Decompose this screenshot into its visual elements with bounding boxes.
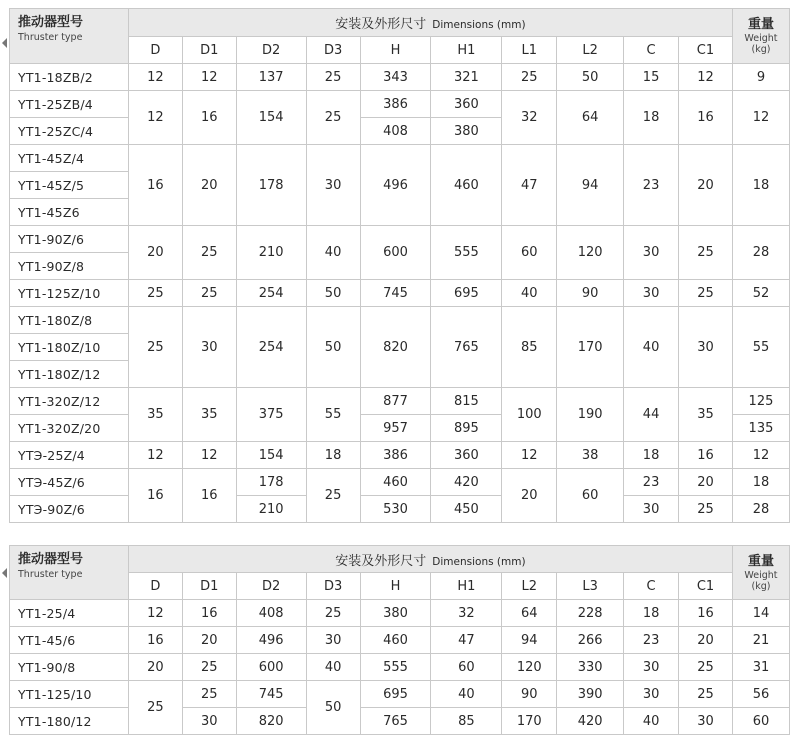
value-cell: 25	[128, 681, 182, 735]
value-cell: 460	[431, 145, 502, 226]
value-cell: 60	[502, 226, 557, 280]
value-cell: 47	[431, 627, 502, 654]
model-header-en: Thruster type	[18, 569, 83, 580]
value-cell: 12	[128, 442, 182, 469]
value-cell: 12	[679, 64, 733, 91]
table-row	[10, 280, 790, 307]
value-cell: 40	[624, 708, 679, 735]
value-cell: 745	[360, 280, 431, 307]
weight-cell: 31	[732, 654, 789, 681]
model-cell: YT1-45Z/4	[10, 145, 129, 172]
column-header: D	[128, 37, 182, 64]
value-cell: 266	[557, 627, 624, 654]
value-cell: 12	[128, 600, 182, 627]
value-cell: 386	[360, 91, 431, 118]
model-header-en: Thruster type	[18, 32, 83, 43]
value-cell: 555	[360, 654, 431, 681]
value-cell: 154	[236, 442, 306, 469]
value-cell: 55	[306, 388, 360, 442]
value-cell: 30	[624, 681, 679, 708]
value-cell: 895	[431, 415, 502, 442]
value-cell: 25	[128, 307, 182, 388]
value-cell: 12	[182, 442, 236, 469]
weight-cell: 21	[732, 627, 789, 654]
value-cell: 178	[236, 145, 306, 226]
dimensions-header-en: Dimensions (mm)	[432, 555, 526, 568]
value-cell: 25	[182, 226, 236, 280]
model-cell: YT1-90/8	[10, 654, 129, 681]
value-cell: 30	[624, 496, 679, 523]
value-cell: 60	[557, 469, 624, 523]
value-cell: 25	[679, 280, 733, 307]
weight-cell: 125	[732, 388, 789, 415]
value-cell: 23	[624, 145, 679, 226]
value-cell: 20	[679, 145, 733, 226]
value-cell: 16	[128, 145, 182, 226]
model-cell: YT1-180/12	[10, 708, 129, 735]
value-cell: 50	[306, 280, 360, 307]
value-cell: 15	[624, 64, 679, 91]
weight-header-cn: 重量	[747, 17, 774, 32]
value-cell: 16	[679, 600, 733, 627]
table-row	[10, 600, 790, 627]
value-cell: 12	[128, 91, 182, 145]
model-cell: YT1-125Z/10	[10, 280, 129, 307]
value-cell: 47	[502, 145, 557, 226]
table-row	[10, 496, 790, 523]
table-row	[10, 307, 790, 334]
model-cell: YTЭ-45Z/6	[10, 469, 129, 496]
value-cell: 343	[360, 64, 431, 91]
value-cell: 35	[679, 388, 733, 442]
value-cell: 25	[182, 681, 236, 708]
model-cell: YT1-180Z/8	[10, 307, 129, 334]
weight-header-cn: 重量	[747, 553, 774, 569]
model-cell: YT1-45/6	[10, 627, 129, 654]
table-row	[10, 469, 790, 496]
value-cell: 40	[306, 226, 360, 280]
column-header: H	[360, 573, 431, 600]
column-header: H	[360, 37, 431, 64]
value-cell: 30	[306, 145, 360, 226]
value-cell: 25	[306, 91, 360, 145]
value-cell: 496	[236, 627, 306, 654]
model-cell: YT1-320Z/20	[10, 415, 129, 442]
value-cell: 18	[624, 600, 679, 627]
value-cell: 12	[502, 442, 557, 469]
column-header: D2	[236, 573, 306, 600]
table-row	[10, 442, 790, 469]
value-cell: 30	[182, 708, 236, 735]
model-cell: YTЭ-90Z/6	[10, 496, 129, 523]
column-header: H1	[431, 37, 502, 64]
dimensions-header-en: Dimensions (mm)	[432, 19, 526, 31]
value-cell: 50	[306, 307, 360, 388]
value-cell: 496	[360, 145, 431, 226]
value-cell: 30	[624, 226, 679, 280]
value-cell: 16	[679, 442, 733, 469]
value-cell: 765	[431, 307, 502, 388]
weight-header-en: Weight	[744, 33, 778, 44]
value-cell: 600	[236, 654, 306, 681]
value-cell: 228	[557, 600, 624, 627]
weight-header-en: Weight	[744, 569, 778, 581]
value-cell: 94	[502, 627, 557, 654]
column-header: L3	[557, 573, 624, 600]
value-cell: 190	[557, 388, 624, 442]
value-cell: 695	[360, 681, 431, 708]
value-cell: 25	[306, 469, 360, 523]
value-cell: 460	[360, 469, 431, 496]
model-cell: YT1-90Z/6	[10, 226, 129, 253]
value-cell: 32	[431, 600, 502, 627]
value-cell: 40	[306, 654, 360, 681]
model-header-cn: 推动器型号	[18, 15, 84, 30]
value-cell: 120	[502, 654, 557, 681]
table-row	[10, 681, 790, 708]
value-cell: 18	[624, 442, 679, 469]
value-cell: 375	[236, 388, 306, 442]
value-cell: 18	[306, 442, 360, 469]
value-cell: 25	[306, 600, 360, 627]
model-cell: YT1-180Z/12	[10, 361, 129, 388]
weight-cell: 28	[732, 496, 789, 523]
value-cell: 23	[624, 469, 679, 496]
value-cell: 40	[502, 280, 557, 307]
value-cell: 170	[502, 708, 557, 735]
column-header: D3	[306, 573, 360, 600]
value-cell: 16	[182, 91, 236, 145]
value-cell: 25	[679, 226, 733, 280]
table-row	[10, 388, 790, 415]
value-cell: 137	[236, 64, 306, 91]
value-cell: 386	[360, 442, 431, 469]
value-cell: 530	[360, 496, 431, 523]
value-cell: 60	[431, 654, 502, 681]
value-cell: 16	[128, 469, 182, 523]
value-cell: 330	[557, 654, 624, 681]
table-row	[10, 708, 790, 735]
value-cell: 25	[182, 654, 236, 681]
value-cell: 94	[557, 145, 624, 226]
value-cell: 254	[236, 307, 306, 388]
weight-header-unit: (kg)	[751, 44, 771, 55]
value-cell: 210	[236, 226, 306, 280]
model-cell: YTЭ-25Z/4	[10, 442, 129, 469]
value-cell: 32	[502, 91, 557, 145]
value-cell: 170	[557, 307, 624, 388]
value-cell: 30	[182, 307, 236, 388]
value-cell: 90	[502, 681, 557, 708]
column-header: C	[624, 37, 679, 64]
value-cell: 30	[624, 654, 679, 681]
value-cell: 35	[182, 388, 236, 442]
value-cell: 745	[236, 681, 306, 708]
value-cell: 877	[360, 388, 431, 415]
value-cell: 25	[128, 280, 182, 307]
value-cell: 18	[624, 91, 679, 145]
model-cell: YT1-45Z6	[10, 199, 129, 226]
column-header: L2	[502, 573, 557, 600]
value-cell: 600	[360, 226, 431, 280]
value-cell: 380	[431, 118, 502, 145]
weight-cell: 18	[732, 469, 789, 496]
value-cell: 408	[236, 600, 306, 627]
value-cell: 695	[431, 280, 502, 307]
column-header: C	[624, 573, 679, 600]
thruster-dimensions-table-1	[9, 8, 790, 523]
value-cell: 64	[557, 91, 624, 145]
value-cell: 815	[431, 388, 502, 415]
value-cell: 38	[557, 442, 624, 469]
value-cell: 380	[360, 600, 431, 627]
value-cell: 40	[431, 681, 502, 708]
weight-cell: 18	[732, 145, 789, 226]
value-cell: 20	[128, 654, 182, 681]
value-cell: 30	[306, 627, 360, 654]
table-row	[10, 226, 790, 253]
value-cell: 408	[360, 118, 431, 145]
column-header: D	[128, 573, 182, 600]
value-cell: 64	[502, 600, 557, 627]
model-cell: YT1-90Z/8	[10, 253, 129, 280]
value-cell: 360	[431, 442, 502, 469]
value-cell: 50	[557, 64, 624, 91]
value-cell: 25	[502, 64, 557, 91]
table-row	[10, 627, 790, 654]
value-cell: 210	[236, 496, 306, 523]
column-header: H1	[431, 573, 502, 600]
table-row	[10, 654, 790, 681]
column-header: L2	[557, 37, 624, 64]
value-cell: 820	[360, 307, 431, 388]
value-cell: 450	[431, 496, 502, 523]
value-cell: 30	[679, 708, 733, 735]
value-cell: 30	[679, 307, 733, 388]
value-cell: 25	[182, 280, 236, 307]
value-cell: 12	[182, 64, 236, 91]
value-cell: 178	[236, 469, 306, 496]
weight-cell: 56	[732, 681, 789, 708]
value-cell: 23	[624, 627, 679, 654]
weight-cell: 135	[732, 415, 789, 442]
value-cell: 16	[182, 469, 236, 523]
model-cell: YT1-180Z/10	[10, 334, 129, 361]
value-cell: 321	[431, 64, 502, 91]
value-cell: 420	[557, 708, 624, 735]
value-cell: 460	[360, 627, 431, 654]
weight-cell: 12	[732, 442, 789, 469]
weight-cell: 55	[732, 307, 789, 388]
value-cell: 50	[306, 681, 360, 735]
column-header: D2	[236, 37, 306, 64]
value-cell: 154	[236, 91, 306, 145]
model-cell: YT1-320Z/12	[10, 388, 129, 415]
value-cell: 20	[679, 627, 733, 654]
column-header: D1	[182, 573, 236, 600]
column-header: C1	[679, 37, 733, 64]
value-cell: 85	[502, 307, 557, 388]
value-cell: 20	[679, 469, 733, 496]
collapse-arrow-icon	[0, 36, 8, 48]
table-row	[10, 64, 790, 91]
collapse-arrow-icon	[0, 566, 8, 578]
dimensions-header	[128, 9, 732, 37]
model-cell: YT1-18ZB/2	[10, 64, 129, 91]
value-cell: 16	[679, 91, 733, 145]
model-header	[10, 546, 129, 600]
value-cell: 120	[557, 226, 624, 280]
thruster-dimensions-table-2	[9, 545, 790, 735]
dimensions-header	[128, 546, 732, 573]
value-cell: 420	[431, 469, 502, 496]
model-cell: YT1-25ZC/4	[10, 118, 129, 145]
weight-cell: 28	[732, 226, 789, 280]
value-cell: 16	[128, 627, 182, 654]
weight-cell: 52	[732, 280, 789, 307]
value-cell: 25	[306, 64, 360, 91]
column-header: D3	[306, 37, 360, 64]
weight-cell: 14	[732, 600, 789, 627]
value-cell: 90	[557, 280, 624, 307]
value-cell: 555	[431, 226, 502, 280]
column-header: C1	[679, 573, 733, 600]
value-cell: 44	[624, 388, 679, 442]
value-cell: 20	[502, 469, 557, 523]
model-cell: YT1-25/4	[10, 600, 129, 627]
value-cell: 25	[679, 681, 733, 708]
value-cell: 20	[128, 226, 182, 280]
weight-header	[732, 9, 789, 64]
value-cell: 390	[557, 681, 624, 708]
value-cell: 360	[431, 91, 502, 118]
weight-cell: 9	[732, 64, 789, 91]
dimensions-header-cn: 安装及外形尺寸	[335, 17, 427, 32]
value-cell: 25	[679, 496, 733, 523]
dimensions-header-cn: 安装及外形尺寸	[335, 553, 427, 569]
value-cell: 30	[624, 280, 679, 307]
weight-header-unit: (kg)	[751, 580, 771, 592]
value-cell: 20	[182, 627, 236, 654]
model-header-cn: 推动器型号	[18, 552, 84, 567]
weight-cell: 12	[732, 91, 789, 145]
value-cell: 100	[502, 388, 557, 442]
value-cell: 254	[236, 280, 306, 307]
value-cell: 85	[431, 708, 502, 735]
table-row	[10, 145, 790, 172]
value-cell: 40	[624, 307, 679, 388]
value-cell: 25	[679, 654, 733, 681]
model-cell: YT1-125/10	[10, 681, 129, 708]
value-cell: 20	[182, 145, 236, 226]
value-cell: 957	[360, 415, 431, 442]
weight-header	[732, 546, 789, 600]
model-header	[10, 9, 129, 64]
model-cell: YT1-45Z/5	[10, 172, 129, 199]
value-cell: 820	[236, 708, 306, 735]
value-cell: 12	[128, 64, 182, 91]
column-header: D1	[182, 37, 236, 64]
table-row	[10, 91, 790, 118]
value-cell: 765	[360, 708, 431, 735]
model-cell: YT1-25ZB/4	[10, 91, 129, 118]
column-header: L1	[502, 37, 557, 64]
value-cell: 16	[182, 600, 236, 627]
weight-cell: 60	[732, 708, 789, 735]
value-cell: 35	[128, 388, 182, 442]
